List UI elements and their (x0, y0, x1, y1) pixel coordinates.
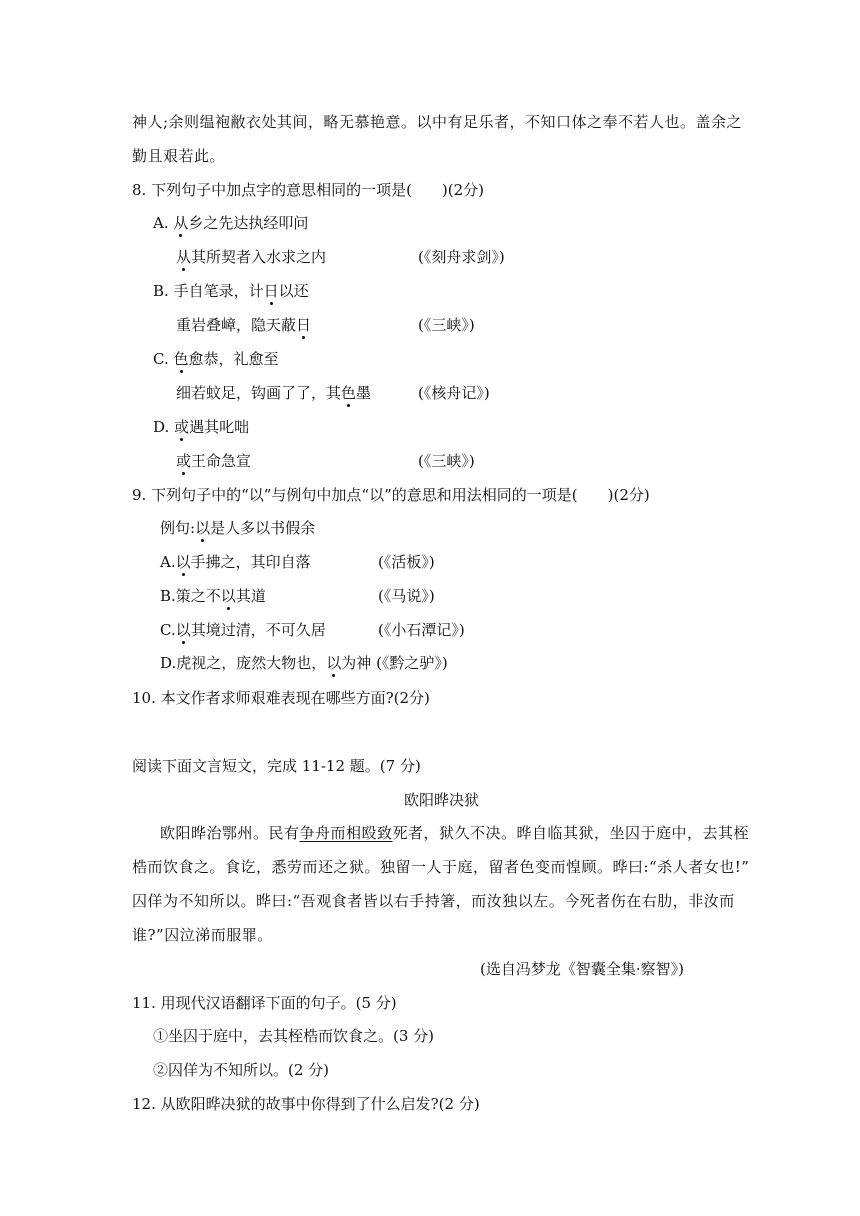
passage-line: 梏而饮食之。食讫，悉劳而还之狱。独留一人于庭，留者色变而惶顾。晔曰:“杀人者女也!” (132, 858, 750, 876)
q8-option-b-line2 (176, 315, 311, 335)
q8-option-a-line2 (176, 247, 326, 267)
text: 死者，狱久不决。晔自临其狱，坐囚于庭中，去其桎 (392, 824, 750, 842)
question-12-stem: 12. 从欧阳晔决狱的故事中你得到了什么启发?(2 分) (132, 1095, 480, 1113)
text: 愈恭，礼愈至 (188, 350, 279, 368)
source-citation: (《黔之驴》) (376, 654, 448, 672)
text: 为神 (341, 654, 372, 672)
text: 例句: (160, 519, 196, 537)
q8-option-d-line2 (176, 451, 251, 471)
source-citation: (《小石潭记》) (378, 621, 465, 639)
question-8-stem: 8. 下列句子中加点字的意思相同的一项是( )(2分) (132, 181, 485, 199)
text: 其所契者入水求之内 (191, 248, 327, 266)
passage-source: (选自冯梦龙《智囊全集·察智》) (480, 960, 684, 978)
dotted-char: 色 (173, 350, 189, 368)
text: B.策之不 (160, 587, 221, 605)
source-citation: (《核舟记》) (418, 384, 490, 402)
option-letter: A. (153, 214, 169, 232)
dotted-char: 色 (341, 384, 357, 402)
passage-line: 谁?”囚泣涕而服罪。 (132, 926, 273, 944)
text: 乡之先达执经叩问 (188, 214, 309, 232)
option-letter: B. (153, 282, 169, 300)
dotted-char: 以 (195, 519, 211, 537)
source-citation: (《三峡》) (418, 316, 475, 334)
text: 王命急宣 (191, 452, 252, 470)
text: A. (160, 553, 176, 571)
text: 手自笔录，计 (173, 282, 264, 300)
q8-option-d (153, 417, 249, 437)
text: 以还 (278, 282, 309, 300)
q11-item-1: ①坐囚于庭中，去其桎梏而饮食之。(3 分) (153, 1027, 435, 1045)
text: D.虎视之，庞然大物也， (160, 654, 327, 672)
passage-title: 欧阳晔决狱 (404, 791, 480, 809)
text: C. (160, 621, 176, 639)
q8-option-c (153, 349, 279, 369)
q9-option-a (160, 552, 311, 572)
text: 欧阳晔治鄂州。民有 (160, 824, 300, 842)
text: 重岩叠嶂，隐天蔽 (176, 316, 297, 334)
dotted-char: 从 (173, 214, 189, 232)
q9-option-b (160, 586, 266, 606)
underlined-text: 争舟而相殴致 (299, 824, 393, 842)
source-citation: (《活板》) (378, 553, 435, 571)
q8-option-b (153, 281, 309, 301)
question-9-stem: 9. 下列句子中的“以”与例句中加点“以”的意思和用法相同的一项是( )(2分) (132, 486, 650, 504)
dotted-char: 以 (175, 621, 191, 639)
text: 手拂之，其印自落 (190, 553, 311, 571)
question-10-stem: 10. 本文作者求师艰难表现在哪些方面?(2分) (132, 689, 430, 707)
passage-line: 神人;余则缊袍敝衣处其间，略无慕艳意。以中有足乐者，不知口体之奉不若人也。盖余之 (132, 113, 743, 131)
dotted-char: 以 (220, 587, 236, 605)
dotted-char: 从 (176, 248, 192, 266)
text: 是人多以书假余 (210, 519, 316, 537)
q8-option-c-line2 (176, 383, 371, 403)
reading-intro: 阅读下面文言短文，完成 11-12 题。(7 分) (132, 757, 421, 775)
text: 细若蚊足，钩画了了，其 (176, 384, 342, 402)
dotted-char: 以 (175, 553, 191, 571)
dotted-char: 日 (296, 316, 312, 334)
text: 其道 (235, 587, 266, 605)
source-citation: (《三峡》) (418, 452, 475, 470)
text: 遇其叱咄 (189, 418, 250, 436)
question-11-stem: 11. 用现代汉语翻译下面的句子。(5 分) (132, 994, 397, 1012)
q8-option-a (153, 213, 308, 233)
dotted-char: 以 (326, 654, 342, 672)
q9-example (160, 518, 315, 538)
dotted-char: 或 (174, 418, 190, 436)
q9-option-d (160, 653, 448, 673)
option-letter: D. (153, 418, 170, 436)
text: 墨 (356, 384, 372, 402)
sentence-1 (173, 214, 308, 232)
passage-line: 勤且艰若此。 (132, 147, 226, 165)
source-citation: (《马说》) (378, 587, 435, 605)
dotted-char: 日 (263, 282, 279, 300)
source-citation: (《刻舟求剑》) (418, 248, 505, 266)
q9-option-c (160, 620, 326, 640)
passage-line: 囚佯为不知所以。晔曰:“吾观食者皆以右手持箸，而汝独以左。今死者伤在右肋，非汝而 (132, 892, 735, 910)
text: 其境过清，不可久居 (190, 621, 326, 639)
option-letter: C. (153, 350, 169, 368)
passage-line (160, 823, 749, 843)
dotted-char: 或 (176, 452, 192, 470)
q11-item-2: ②囚佯为不知所以。(2 分) (153, 1061, 330, 1079)
